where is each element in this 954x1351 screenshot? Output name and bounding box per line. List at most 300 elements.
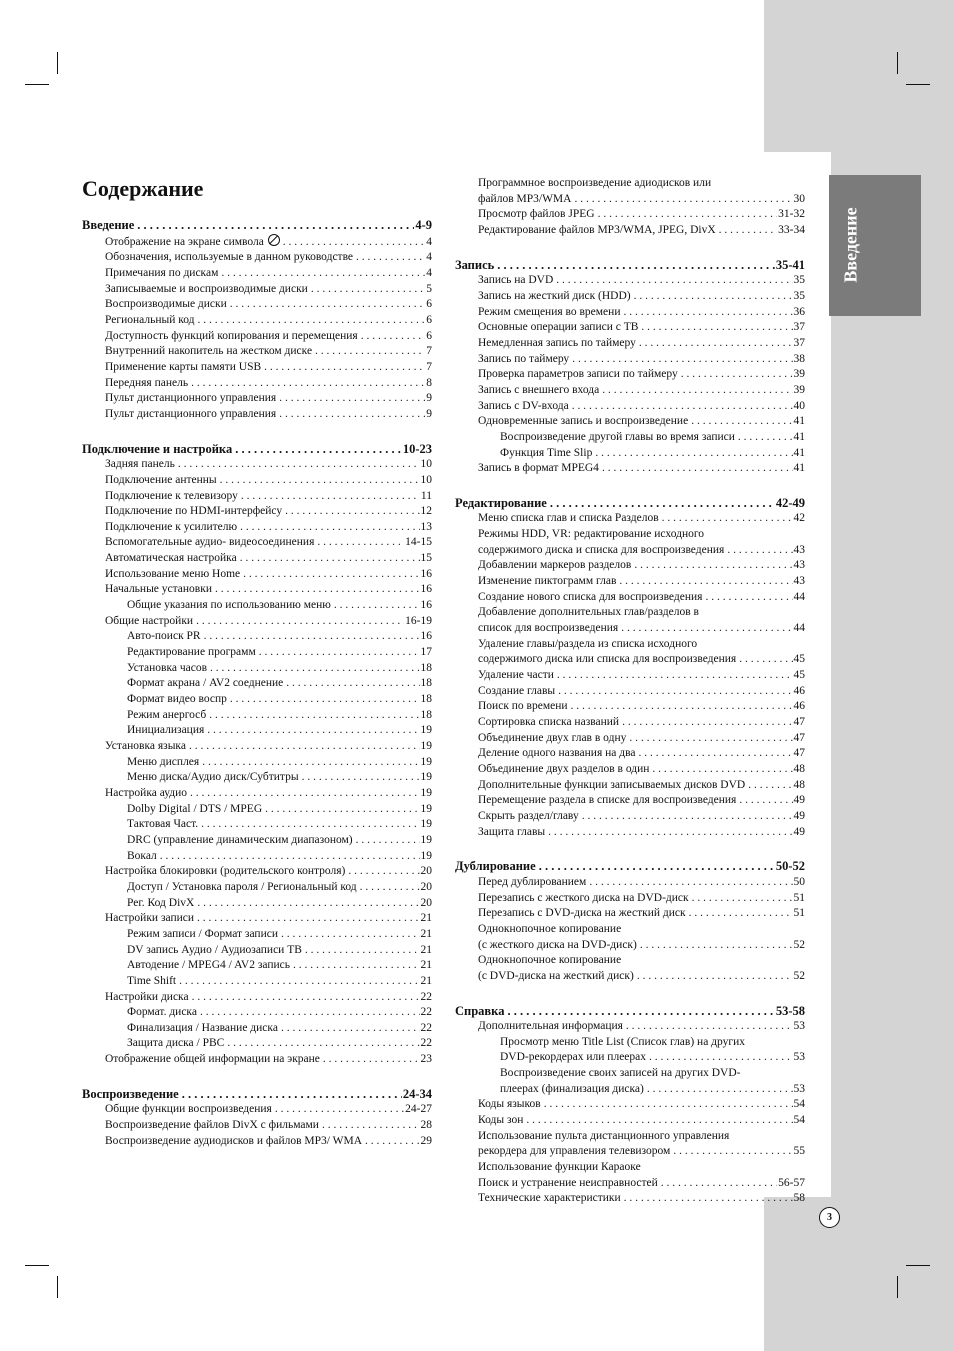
leader-dots <box>235 442 402 458</box>
entry-title <box>105 473 217 489</box>
entry-title <box>478 938 637 954</box>
toc-entry <box>82 407 432 423</box>
entry-title-text: Меню дисплея <box>127 755 200 768</box>
entry-title <box>127 708 206 724</box>
toc-entry <box>455 906 805 922</box>
leader-dots <box>191 376 425 392</box>
entry-title <box>105 457 175 473</box>
leader-dots <box>572 399 793 415</box>
leader-dots <box>623 305 792 321</box>
leader-dots <box>197 911 419 927</box>
entry-title <box>478 778 745 794</box>
leader-dots <box>582 809 793 825</box>
page-ref: 18 <box>420 693 432 706</box>
toc-entry <box>82 927 432 943</box>
entry-title-text: Воспроизводимые диски <box>105 298 227 311</box>
toc-entry <box>455 352 805 368</box>
entry-title <box>127 692 227 708</box>
entry-title <box>105 344 312 360</box>
entry-title-text: Объединение двух глав в одну <box>478 731 627 744</box>
toc-entry-text: Добавление дополнительных глав/разделов в <box>478 606 699 619</box>
page-ref: 42-49 <box>775 495 805 510</box>
entry-title-text: Одновременные запись и воспроизведение <box>478 415 689 428</box>
entry-title <box>127 802 262 818</box>
page-ref: 40 <box>793 399 805 412</box>
toc-entry <box>82 282 432 298</box>
entry-title-text: Автодение / MPEG4 / AV2 запись <box>127 959 290 972</box>
page-ref: 37 <box>793 336 805 349</box>
toc-entry <box>455 289 805 305</box>
section-title <box>82 218 134 234</box>
entry-title-text: Меню списка глав и списка Разделов <box>478 512 659 525</box>
page-ref: 21 <box>420 943 432 956</box>
page-ref: 35 <box>793 274 805 287</box>
leader-dots <box>544 1097 793 1113</box>
toc-entry <box>455 305 805 321</box>
entry-title-text: Тактовая Част. <box>127 818 199 831</box>
entry-title <box>500 430 735 446</box>
entry-title <box>478 891 689 907</box>
page-ref: 58 <box>793 1192 805 1205</box>
toc-section-heading <box>82 218 432 234</box>
leader-dots <box>673 1144 792 1160</box>
leader-dots <box>705 590 792 606</box>
toc-entry <box>455 1113 805 1129</box>
entry-title <box>105 739 186 755</box>
section-gap <box>455 840 805 859</box>
leader-dots <box>230 692 420 708</box>
entry-title-text: Запись в формат MPEG4 <box>478 462 599 475</box>
entry-title-text: Деление одного названия на два <box>478 747 636 760</box>
page-ref: 19 <box>420 724 432 737</box>
leader-dots <box>652 762 792 778</box>
entry-title-text: Установка часов <box>127 661 208 674</box>
section-gap <box>455 985 805 1004</box>
entry-title-text: Автоматическая настройка <box>105 552 237 565</box>
entry-title-text: Формат видео воспр <box>127 693 227 706</box>
page-ref: 16 <box>420 583 432 596</box>
page-ref: 4 <box>426 251 432 264</box>
toc-entry <box>82 708 432 724</box>
entry-title-text: Пульт дистанционного управления <box>105 407 277 420</box>
entry-title <box>478 1113 523 1129</box>
entry-title-text: Технические характеристики <box>478 1192 621 1205</box>
entry-title-text: Изменение пиктограмм глав <box>478 575 617 588</box>
entry-title-text: Формат акрана / AV2 соеднение <box>127 677 284 690</box>
page-ref: 50-52 <box>775 859 805 874</box>
section-title-text: Дублирование <box>455 859 536 874</box>
section-title-text: Справка <box>455 1003 505 1018</box>
entry-title-text: Проверка параметров записи по таймеру <box>478 368 678 381</box>
entry-title <box>478 574 616 590</box>
entry-title-text: Формат. диска <box>127 1006 197 1019</box>
page-ref: 41 <box>793 446 805 459</box>
leader-dots <box>202 755 419 771</box>
toc-entry <box>82 880 432 896</box>
leader-dots <box>598 207 778 223</box>
entry-title-text: Финализация / Название диска <box>127 1021 278 1034</box>
page-title: Содержание <box>82 176 204 201</box>
entry-title-text: Запись по таймеру <box>478 352 570 365</box>
page-ref: 9 <box>426 392 432 405</box>
entry-title <box>478 223 716 239</box>
entry-title-text: Подключение к телевизору <box>105 489 238 502</box>
entry-title-text: Создание главы <box>478 684 556 697</box>
entry-title <box>478 461 599 477</box>
page-ref: 18 <box>420 677 432 690</box>
entry-title-text: Функция Time Slip <box>500 446 593 459</box>
toc-entry <box>455 574 805 590</box>
entry-title <box>105 329 358 345</box>
page-ref: 19 <box>420 818 432 831</box>
toc-entry <box>82 974 432 990</box>
toc-entry <box>455 1019 805 1035</box>
toc-entry <box>82 661 432 677</box>
entry-title <box>105 376 188 392</box>
toc-entry <box>82 535 432 551</box>
toc-entry <box>82 360 432 376</box>
prohibit-icon <box>268 234 280 246</box>
entry-title <box>105 1102 272 1118</box>
leader-dots <box>210 661 419 677</box>
toc-entry <box>82 489 432 505</box>
page-ref: 24-27 <box>405 1103 432 1116</box>
toc-entry <box>455 336 805 352</box>
leader-dots <box>322 1118 420 1134</box>
entry-title <box>478 668 554 684</box>
entry-title <box>105 582 212 598</box>
entry-title-text: Режим анергосб <box>127 708 207 721</box>
entry-title <box>127 1021 278 1037</box>
entry-title <box>105 504 282 520</box>
leader-dots <box>259 645 420 661</box>
entry-title <box>127 817 198 833</box>
entry-title-text: Коды языков <box>478 1098 541 1111</box>
page-ref: 35 <box>793 289 805 302</box>
toc-section-heading <box>455 258 805 274</box>
toc-entry-text: Режимы HDD, VR: редактирование исходного <box>478 528 705 541</box>
leader-dots <box>356 833 420 849</box>
leader-dots <box>192 990 420 1006</box>
entry-title-text: Воспроизведение файлов DivX с фильмами <box>105 1119 319 1132</box>
page-ref: 53 <box>793 1051 805 1064</box>
page-ref: 36 <box>793 305 805 318</box>
entry-title <box>127 896 194 912</box>
entry-title <box>478 762 649 778</box>
toc-section-heading <box>455 859 805 875</box>
toc-entry <box>82 504 432 520</box>
page-ref: 29 <box>420 1134 432 1147</box>
toc-entry <box>455 543 805 559</box>
entry-title <box>127 645 256 661</box>
entry-title <box>105 250 353 266</box>
section-title-text: Подключение и настройка <box>82 441 233 456</box>
page-ref: 21 <box>420 927 432 940</box>
entry-title-text: Применение карты памяти USB <box>105 360 262 373</box>
leader-dots <box>641 320 792 336</box>
section-title-text: Редактирование <box>455 495 547 510</box>
page-ref: 7 <box>426 360 432 373</box>
toc-right-column <box>455 176 805 1207</box>
page-ref: 47 <box>793 731 805 744</box>
page-ref: 55 <box>793 1145 805 1158</box>
page-ref: 19 <box>420 802 432 815</box>
entry-title-text: Задняя панель <box>105 458 175 471</box>
toc-entry <box>82 676 432 692</box>
leader-dots <box>275 1102 404 1118</box>
leader-dots <box>602 461 793 477</box>
crop-mark-bottom-right-h <box>906 1265 930 1266</box>
entry-title-text: Региональный код <box>105 313 195 326</box>
page-ref: 49 <box>793 794 805 807</box>
page-ref: 33-34 <box>778 223 805 236</box>
entry-title <box>127 1005 197 1021</box>
page-ref: 18 <box>420 661 432 674</box>
toc-entry-text: Использование функции Караоке <box>478 1161 641 1174</box>
toc-entry <box>455 938 805 954</box>
page-ref: 19 <box>420 755 432 768</box>
leader-dots <box>189 739 420 755</box>
page-ref: 21 <box>420 959 432 972</box>
leader-dots <box>207 723 419 739</box>
page-ref: 28 <box>420 1119 432 1132</box>
leader-dots <box>230 297 425 313</box>
leader-dots <box>221 266 425 282</box>
leader-dots <box>634 289 793 305</box>
leader-dots <box>619 574 792 590</box>
toc-entry <box>82 1021 432 1037</box>
entry-title-text: Перед дублированием <box>478 875 587 888</box>
entry-title-text: Перемещение раздела в списке для воспроизведения <box>478 794 737 807</box>
leader-dots <box>286 676 419 692</box>
leader-dots <box>539 859 775 875</box>
page-ref: 43 <box>793 575 805 588</box>
toc-entry <box>455 590 805 606</box>
leader-dots <box>558 684 792 700</box>
entry-title <box>500 1082 644 1098</box>
leader-dots <box>550 496 775 512</box>
toc-entry <box>455 511 805 527</box>
entry-title <box>500 446 592 462</box>
entry-title <box>478 289 631 305</box>
page-ref: 48 <box>793 778 805 791</box>
leader-dots <box>200 1005 420 1021</box>
entry-title <box>478 192 571 208</box>
entry-title <box>478 652 736 668</box>
toc-entry <box>455 383 805 399</box>
entry-title-text: список для воспроизведения <box>478 622 619 635</box>
leader-dots <box>293 958 420 974</box>
entry-title <box>127 598 331 614</box>
entry-title <box>478 1191 621 1207</box>
crop-mark-top-right-v <box>897 52 898 74</box>
section-gap <box>455 239 805 258</box>
entry-title <box>478 875 586 891</box>
entry-title-text: Внутренний накопитель на жестком диске <box>105 345 313 358</box>
toc-entry <box>82 1134 432 1150</box>
toc-entry <box>455 399 805 415</box>
entry-title-text: содержимого диска или списка для воспроизведения <box>478 653 737 666</box>
entry-title-text: Подключение по HDMI-интерфейсу <box>105 505 283 518</box>
entry-title-text: Общие указания по использованию меню <box>127 599 331 612</box>
toc-section-heading <box>82 442 432 458</box>
page-ref: 30 <box>793 192 805 205</box>
entry-title-text: (с DVD-диска на жесткий диск) <box>478 969 634 982</box>
leader-dots <box>572 352 792 368</box>
entry-title <box>105 535 314 551</box>
leader-dots <box>302 770 420 786</box>
toc-entry <box>455 461 805 477</box>
entry-title-text: Объединение двух разделов в один <box>478 762 650 775</box>
entry-title <box>105 1134 362 1150</box>
leader-dots <box>748 778 792 794</box>
entry-title <box>127 629 201 645</box>
entry-title-text: Воспроизведение другой главы во время записи <box>500 430 735 443</box>
page-ref: 46 <box>793 684 805 697</box>
entry-title-text: Редактирование программ <box>127 646 256 659</box>
toc-entry <box>82 614 432 630</box>
leader-dots <box>240 551 420 567</box>
crop-mark-top-left-v <box>57 52 58 74</box>
page-ref: 14-15 <box>405 536 432 549</box>
toc-entry <box>82 645 432 661</box>
section-tab-label: Введение <box>840 207 861 283</box>
leader-dots <box>497 258 775 274</box>
entry-title <box>478 731 626 747</box>
entry-title <box>478 825 545 841</box>
entry-title <box>478 969 634 985</box>
entry-title-text: Воспроизведение аудиодисков и файлов MP3/ WMA <box>105 1134 363 1147</box>
leader-dots <box>179 974 419 990</box>
entry-title-text: Защита диска / PBC <box>127 1037 225 1050</box>
page-number: 3 <box>819 1207 840 1228</box>
toc-entry-text: Однокнопочное копирование <box>478 954 622 967</box>
page-ref: 16 <box>420 599 432 612</box>
toc-entry <box>455 1050 805 1066</box>
leader-dots <box>638 746 792 762</box>
page-ref: 19 <box>420 771 432 784</box>
leader-dots <box>160 849 420 865</box>
toc-entry <box>82 329 432 345</box>
entry-title <box>478 320 638 336</box>
page-ref: 52 <box>793 938 805 951</box>
toc-entry <box>455 558 805 574</box>
page-ref: 9 <box>426 407 432 420</box>
entry-title <box>127 833 353 849</box>
page-ref: 44 <box>793 590 805 603</box>
entry-title-text: Примечания по дискам <box>105 266 219 279</box>
toc-entry-text: Использование пульта дистанционного управления <box>478 1129 730 1142</box>
page-ref: 5 <box>426 282 432 295</box>
toc-entry <box>82 770 432 786</box>
entry-title <box>127 755 199 771</box>
page-ref: 43 <box>793 543 805 556</box>
entry-title-text: файлов MP3/WMA <box>478 192 572 205</box>
entry-title-text: Защита главы <box>478 825 546 838</box>
entry-title-text: Меню диска/Аудио диск/Субтитры <box>127 771 299 784</box>
entry-title <box>478 511 659 527</box>
page-ref: 52 <box>793 969 805 982</box>
page-ref: 49 <box>793 825 805 838</box>
page-ref: 22 <box>420 1006 432 1019</box>
leader-dots <box>640 938 793 954</box>
page-ref: 21 <box>420 912 432 925</box>
toc-section-heading <box>455 496 805 512</box>
entry-title-text: Сортировка списка названий <box>478 716 620 728</box>
leader-dots <box>265 802 419 818</box>
page-ref: 44 <box>793 622 805 635</box>
entry-title-text: Инициализация <box>127 724 205 737</box>
entry-title-text: Дополнительные функции записываемых дисков DVD <box>478 778 746 791</box>
toc-entry <box>82 723 432 739</box>
toc-entry <box>455 762 805 778</box>
leader-dots <box>557 668 793 684</box>
toc-entry <box>82 629 432 645</box>
toc-entry-text: Воспроизведение своих записей на других DVD- <box>500 1067 741 1080</box>
toc-entry <box>82 833 432 849</box>
toc-entry <box>82 802 432 818</box>
page-ref: 43 <box>793 559 805 572</box>
entry-title-text: Пульт дистанционного управления <box>105 392 277 405</box>
entry-title <box>478 809 579 825</box>
toc-entry <box>82 786 432 802</box>
toc-entry <box>82 376 432 392</box>
entry-title <box>105 990 189 1006</box>
leader-dots <box>279 407 425 423</box>
leader-dots <box>739 652 792 668</box>
entry-title <box>478 1144 670 1160</box>
page-ref: 22 <box>420 1021 432 1034</box>
page-ref: 21 <box>420 974 432 987</box>
crop-mark-bottom-left-v <box>57 1276 58 1298</box>
leader-dots <box>137 218 414 234</box>
entry-title <box>478 558 631 574</box>
leader-dots <box>589 875 792 891</box>
entry-title <box>500 1050 646 1066</box>
toc-entry <box>455 1097 805 1113</box>
page-ref: 31-32 <box>778 208 805 221</box>
page-ref: 56-57 <box>778 1176 805 1189</box>
leader-dots <box>283 235 425 251</box>
toc-entry <box>455 320 805 336</box>
leader-dots <box>622 715 792 731</box>
toc-entry <box>455 273 805 289</box>
toc-entry <box>82 943 432 959</box>
entry-title-text: Вокал <box>127 849 157 862</box>
leader-dots <box>639 336 793 352</box>
page-ref: 38 <box>793 352 805 365</box>
leader-dots <box>692 891 793 907</box>
page-ref: 54 <box>793 1114 805 1127</box>
leader-dots <box>317 535 404 551</box>
leader-dots <box>190 786 419 802</box>
leader-dots <box>178 457 420 473</box>
toc-entry <box>455 793 805 809</box>
page-ref: 10 <box>420 473 432 486</box>
entry-title <box>105 520 237 536</box>
toc-entry <box>455 668 805 684</box>
entry-title <box>478 414 688 430</box>
leader-dots <box>691 414 792 430</box>
toc-entry <box>455 1176 805 1192</box>
toc-entry <box>82 692 432 708</box>
toc-section-heading <box>82 1087 432 1103</box>
section-title <box>455 258 494 274</box>
page-ref: 4 <box>426 266 432 279</box>
page-ref: 16-19 <box>405 614 432 627</box>
entry-title-text: Поиск и устранение неисправностей <box>478 1176 658 1189</box>
entry-title <box>478 383 599 399</box>
